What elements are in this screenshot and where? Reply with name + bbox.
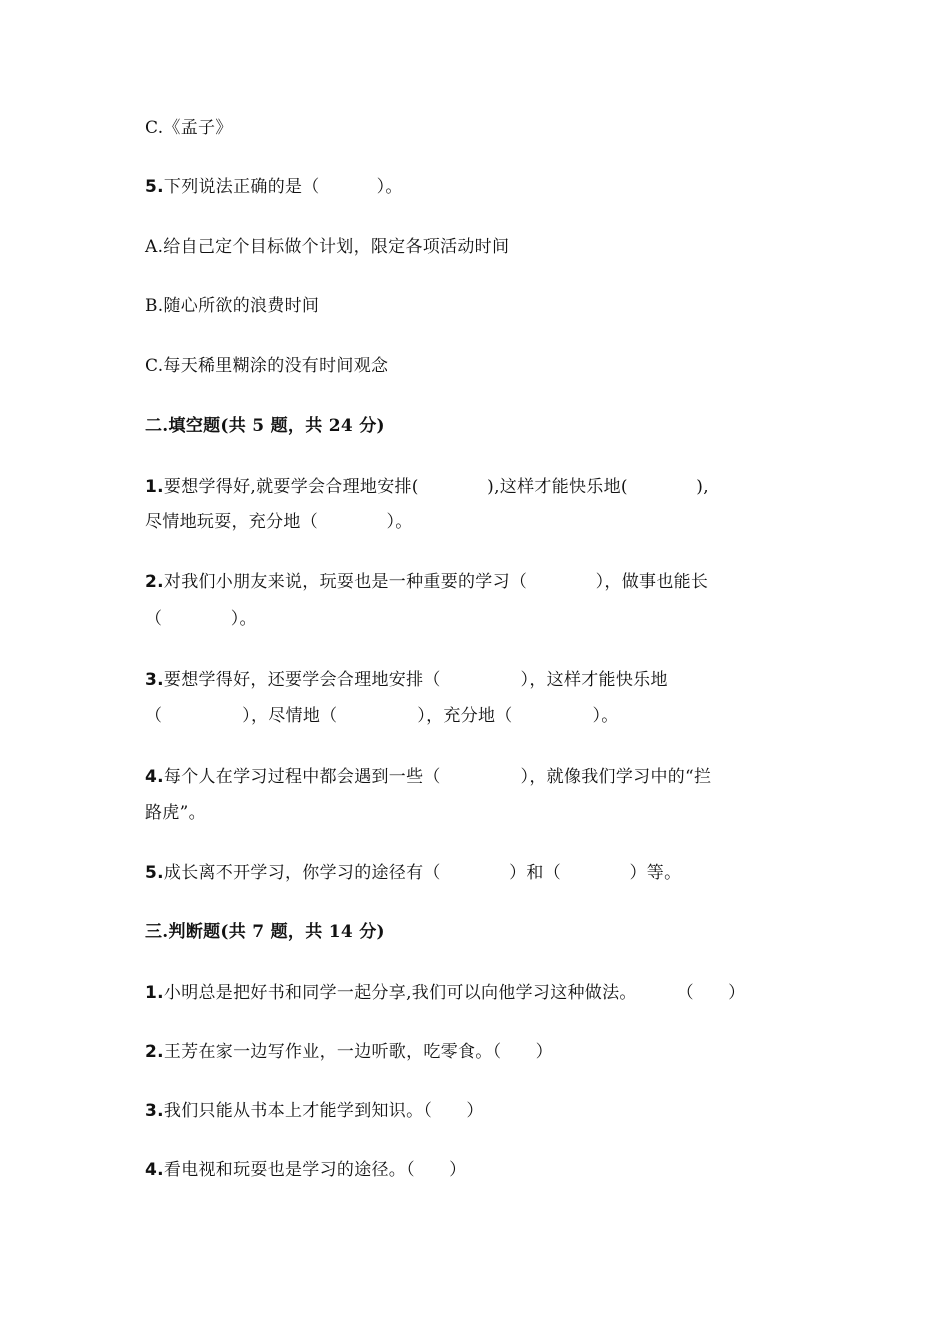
item-text: 对我们小朋友来说，玩耍也是一种重要的学习（ ），做事也能长 xyxy=(163,572,709,592)
fill-item-1-line1 xyxy=(145,477,709,497)
item-text: 成长离不开学习，你学习的途径有（ ）和（ ）等。 xyxy=(163,863,682,883)
item-number: 5. xyxy=(145,863,164,883)
section-3-heading: 三.判断题(共 7 题，共 14 分) xyxy=(145,922,385,942)
question-number: 5. xyxy=(145,177,164,197)
fill-item-2-line1 xyxy=(145,572,708,592)
item-number: 3. xyxy=(145,670,164,690)
item-text: 要想学得好,就要学会合理地安排( ),这样才能快乐地( ), xyxy=(163,477,709,497)
item-number: 1. xyxy=(145,983,164,1003)
question-5 xyxy=(145,177,403,197)
section-2-heading: 二.填空题(共 5 题，共 24 分) xyxy=(145,416,385,436)
item-number: 1. xyxy=(145,477,164,497)
fill-item-1-line2: 尽情地玩耍，充分地（ ）。 xyxy=(145,512,413,532)
judge-item-4 xyxy=(145,1160,466,1180)
fill-item-5-line1 xyxy=(145,863,681,883)
question-text: 下列说法正确的是（ ）。 xyxy=(163,177,403,197)
option-c-mengzi: C.《孟子》 xyxy=(145,118,233,138)
fill-item-2-line2: （ ）。 xyxy=(145,609,257,629)
item-number: 4. xyxy=(145,767,164,787)
fill-item-4-line2: 路虎”。 xyxy=(145,803,206,823)
item-text: 我们只能从书本上才能学到知识。（ ） xyxy=(163,1101,484,1121)
item-text: 要想学得好，还要学会合理地安排（ ），这样才能快乐地 xyxy=(163,670,668,690)
option-a: A.给自己定个目标做个计划，限定各项活动时间 xyxy=(145,237,510,257)
item-text: 王芳在家一边写作业，一边听歌，吃零食。（ ） xyxy=(163,1042,553,1062)
judge-item-1 xyxy=(145,983,745,1003)
item-number: 3. xyxy=(145,1101,164,1121)
item-number: 2. xyxy=(145,1042,164,1062)
option-c: C.每天稀里糊涂的没有时间观念 xyxy=(145,356,389,376)
item-number: 4. xyxy=(145,1160,164,1180)
judge-item-3 xyxy=(145,1101,484,1121)
fill-item-4-line1 xyxy=(145,767,711,787)
option-b: B.随心所欲的浪费时间 xyxy=(145,296,320,316)
item-text: 看电视和玩耍也是学习的途径。（ ） xyxy=(163,1160,467,1180)
judge-item-2 xyxy=(145,1042,553,1062)
item-text: 每个人在学习过程中都会遇到一些（ ），就像我们学习中的“拦 xyxy=(163,767,712,787)
fill-item-3-line2: （ ），尽情地（ ），充分地（ ）。 xyxy=(145,706,619,726)
fill-item-3-line1 xyxy=(145,670,668,690)
item-text: 小明总是把好书和同学一起分享,我们可以向他学习这种做法。 （ ） xyxy=(163,983,746,1003)
item-number: 2. xyxy=(145,572,164,592)
